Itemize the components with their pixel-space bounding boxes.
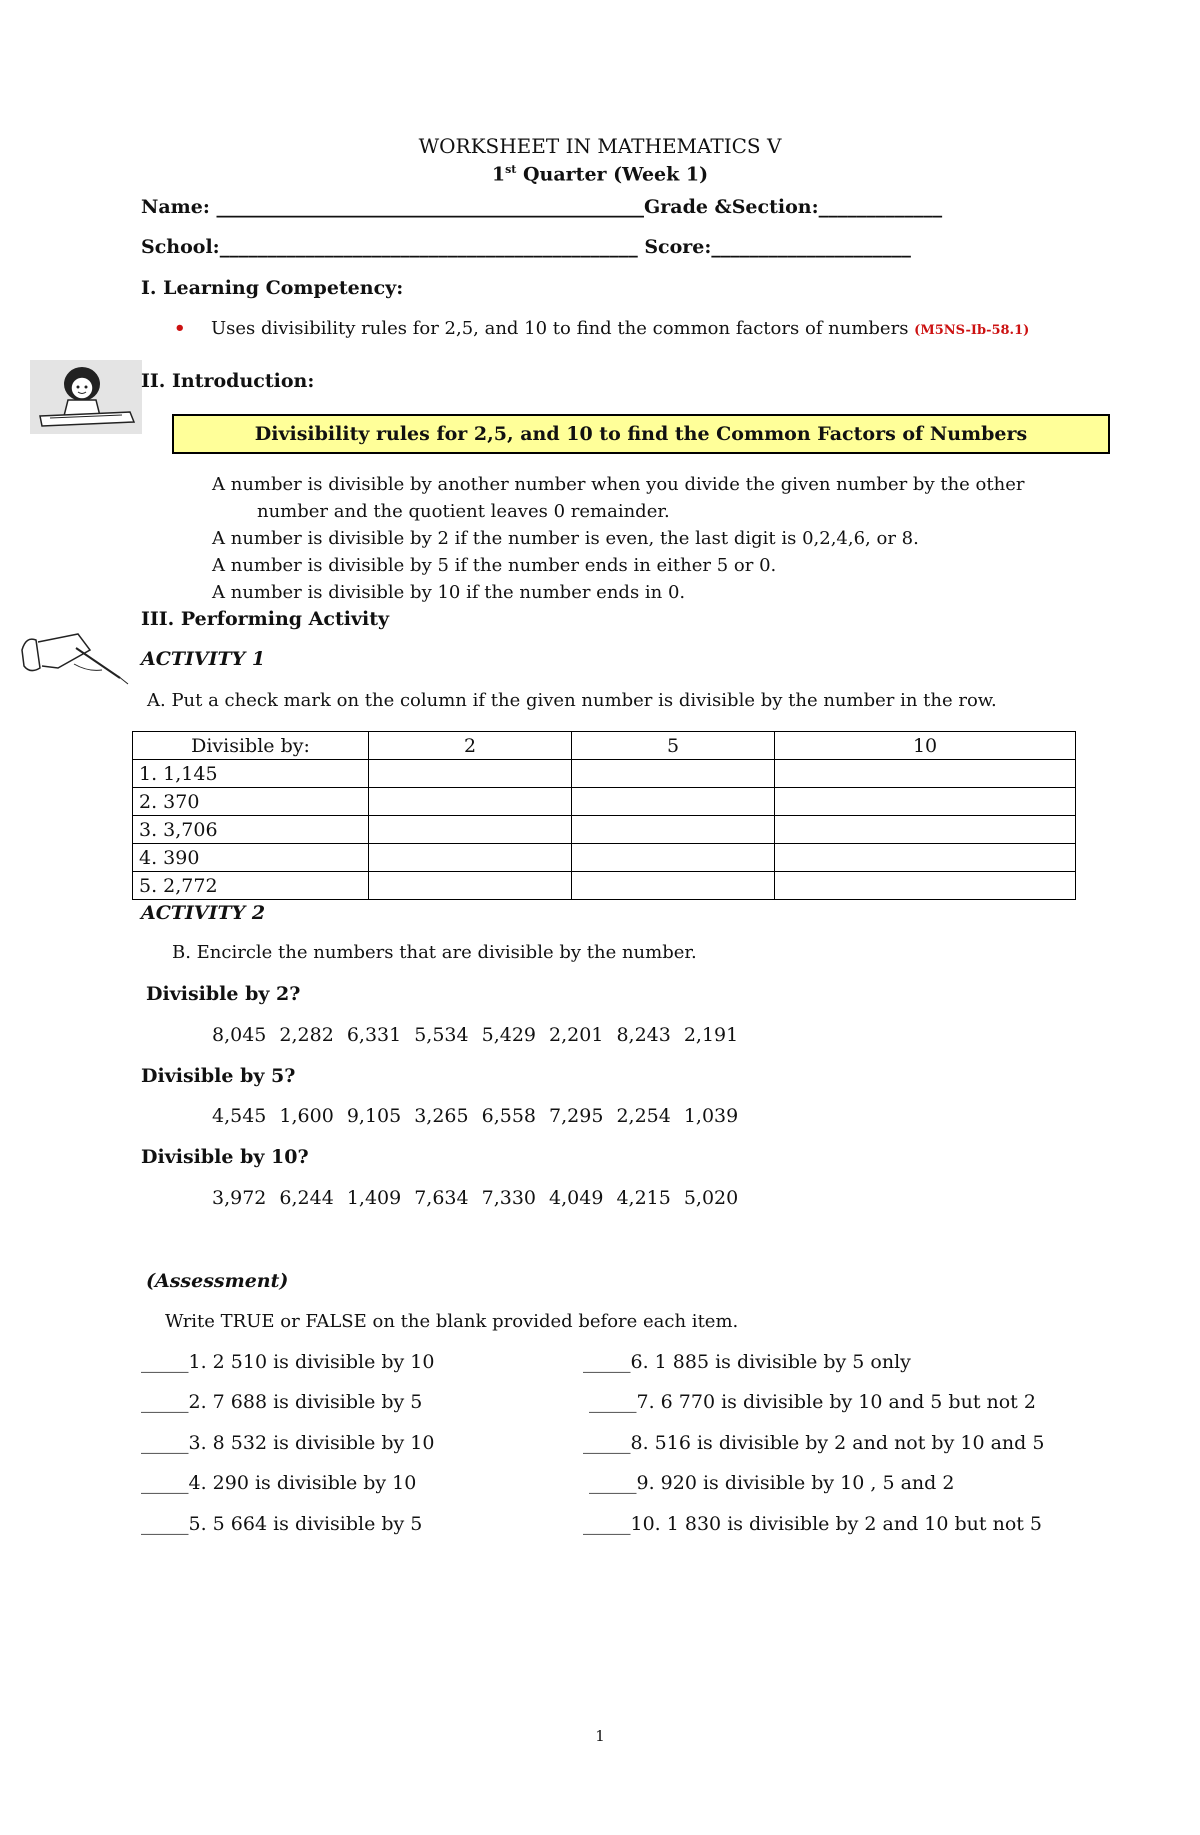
assessment-item[interactable]: _____10. 1 830 is divisible by 2 and 10 but not 5: [583, 1513, 1043, 1535]
rule-3: A number is divisible by 5 if the number ends in either 5 or 0.: [212, 555, 777, 576]
name-blank[interactable]: _____________________________________________: [216, 196, 645, 218]
number-item[interactable]: 3,265: [414, 1105, 469, 1127]
number-list: [212, 1187, 751, 1209]
group-label: Divisible by 2?: [146, 983, 301, 1005]
table-header: 5: [572, 732, 775, 760]
check-cell[interactable]: [572, 816, 775, 844]
assessment-item[interactable]: _____8. 516 is divisible by 2 and not by 10 and 5: [583, 1432, 1045, 1454]
competency-code: (M5NS-Ib-58.1): [914, 323, 1030, 338]
rule-2: A number is divisible by 2 if the number is even, the last digit is 0,2,4,6, or 8.: [212, 528, 919, 549]
assessment-item[interactable]: _____1. 2 510 is divisible by 10: [141, 1351, 435, 1373]
assessment-item[interactable]: _____7. 6 770 is divisible by 10 and 5 but not 2: [589, 1391, 1036, 1413]
number-item[interactable]: 5,429: [481, 1024, 537, 1046]
assessment-item[interactable]: _____6. 1 885 is divisible by 5 only: [583, 1351, 911, 1373]
number-item[interactable]: 9,105: [346, 1105, 402, 1127]
number-list: [212, 1024, 751, 1046]
check-cell[interactable]: [572, 760, 775, 788]
table-header-row: [133, 732, 1076, 760]
bullet-icon: •: [174, 318, 186, 339]
row-number: 1. 1,145: [133, 760, 369, 788]
number-item[interactable]: 5,020: [683, 1187, 739, 1209]
score-label: Score:: [644, 236, 712, 258]
number-item[interactable]: 2,191: [683, 1024, 739, 1046]
grade-section-blank[interactable]: _____________: [818, 196, 943, 218]
competency-bullet: [174, 318, 186, 339]
number-item[interactable]: 6,244: [279, 1187, 334, 1209]
check-cell[interactable]: [775, 788, 1076, 816]
row-number: 5. 2,772: [133, 872, 369, 900]
table-row: [133, 844, 1076, 872]
activity-2-instructions: B. Encircle the numbers that are divisible by the number.: [172, 942, 697, 963]
writing-hand-icon: [18, 628, 130, 686]
number-list: [212, 1105, 751, 1127]
number-item[interactable]: 1,600: [279, 1105, 334, 1127]
check-cell[interactable]: [775, 816, 1076, 844]
school-blank[interactable]: ____________________________________________: [219, 236, 638, 258]
check-cell[interactable]: [369, 760, 572, 788]
number-item[interactable]: 7,295: [549, 1105, 604, 1127]
competency-heading: I. Learning Competency:: [141, 277, 404, 299]
page-number: 1: [595, 1727, 605, 1745]
assessment-item[interactable]: _____2. 7 688 is divisible by 5: [141, 1391, 423, 1413]
number-item[interactable]: 7,330: [481, 1187, 537, 1209]
assessment-item[interactable]: _____9. 920 is divisible by 10 , 5 and 2: [589, 1472, 955, 1494]
score-blank[interactable]: _____________________: [711, 236, 911, 258]
number-item[interactable]: 2,254: [616, 1105, 671, 1127]
check-cell[interactable]: [369, 788, 572, 816]
number-item[interactable]: 2,282: [279, 1024, 334, 1046]
assessment-item[interactable]: _____4. 290 is divisible by 10: [141, 1472, 417, 1494]
grade-section-label: Grade &Section:: [644, 196, 819, 218]
group-label: Divisible by 10?: [141, 1146, 309, 1168]
group-label: Divisible by 5?: [141, 1065, 296, 1087]
check-cell[interactable]: [369, 872, 572, 900]
school-row: [141, 236, 911, 258]
rule-1b: number and the quotient leaves 0 remainder.: [257, 501, 670, 522]
table-row: [133, 760, 1076, 788]
check-cell[interactable]: [369, 844, 572, 872]
divisibility-table: [132, 731, 1076, 900]
activity-1-title: ACTIVITY 1: [141, 648, 266, 670]
name-label: Name:: [141, 196, 210, 218]
number-item[interactable]: 7,634: [414, 1187, 469, 1209]
table-header: 2: [369, 732, 572, 760]
name-row: [141, 196, 942, 218]
school-label: School:: [141, 236, 220, 258]
table-header: Divisible by:: [133, 732, 369, 760]
number-item[interactable]: 6,558: [481, 1105, 537, 1127]
competency-item: [211, 318, 1029, 339]
row-number: 3. 3,706: [133, 816, 369, 844]
number-item[interactable]: 2,201: [549, 1024, 604, 1046]
row-number: 2. 370: [133, 788, 369, 816]
activity-1-instructions: A. Put a check mark on the column if the given number is divisible by the number in the row.: [147, 690, 997, 711]
table-row: [133, 872, 1076, 900]
check-cell[interactable]: [572, 844, 775, 872]
rule-4: A number is divisible by 10 if the number ends in 0.: [212, 582, 686, 603]
introduction-heading: II. Introduction:: [141, 370, 315, 392]
number-item[interactable]: 5,534: [414, 1024, 469, 1046]
number-item[interactable]: 3,972: [212, 1187, 267, 1209]
assessment-item[interactable]: _____3. 8 532 is divisible by 10: [141, 1432, 435, 1454]
number-item[interactable]: 6,331: [346, 1024, 402, 1046]
girl-reading-icon: [30, 360, 142, 434]
check-cell[interactable]: [775, 844, 1076, 872]
activity-2-title: ACTIVITY 2: [141, 902, 266, 924]
rule-1a: A number is divisible by another number when you divide the given number by the other: [212, 474, 1025, 495]
assessment-heading: (Assessment): [146, 1270, 289, 1292]
table-row: [133, 788, 1076, 816]
number-item[interactable]: 1,039: [683, 1105, 739, 1127]
competency-text: Uses divisibility rules for 2,5, and 10 to find the common factors of numbers: [211, 318, 909, 339]
assessment-item[interactable]: _____5. 5 664 is divisible by 5: [141, 1513, 423, 1535]
number-item[interactable]: 8,045: [212, 1024, 267, 1046]
row-number: 4. 390: [133, 844, 369, 872]
table-header: 10: [775, 732, 1076, 760]
worksheet-title: WORKSHEET IN MATHEMATICS V: [418, 134, 782, 158]
check-cell[interactable]: [572, 788, 775, 816]
number-item[interactable]: 8,243: [616, 1024, 671, 1046]
activity-heading: III. Performing Activity: [141, 608, 390, 630]
check-cell[interactable]: [775, 760, 1076, 788]
check-cell[interactable]: [572, 872, 775, 900]
quarter-line: 1st Quarter (Week 1): [491, 163, 709, 186]
table-row: [133, 816, 1076, 844]
assessment-instructions: Write TRUE or FALSE on the blank provided before each item.: [165, 1311, 739, 1332]
number-item[interactable]: 4,215: [616, 1187, 671, 1209]
number-item[interactable]: 4,049: [549, 1187, 604, 1209]
number-item[interactable]: 4,545: [212, 1105, 267, 1127]
check-cell[interactable]: [369, 816, 572, 844]
rules-banner: Divisibility rules for 2,5, and 10 to find the Common Factors of Numbers: [172, 414, 1110, 454]
check-cell[interactable]: [775, 872, 1076, 900]
number-item[interactable]: 1,409: [346, 1187, 402, 1209]
